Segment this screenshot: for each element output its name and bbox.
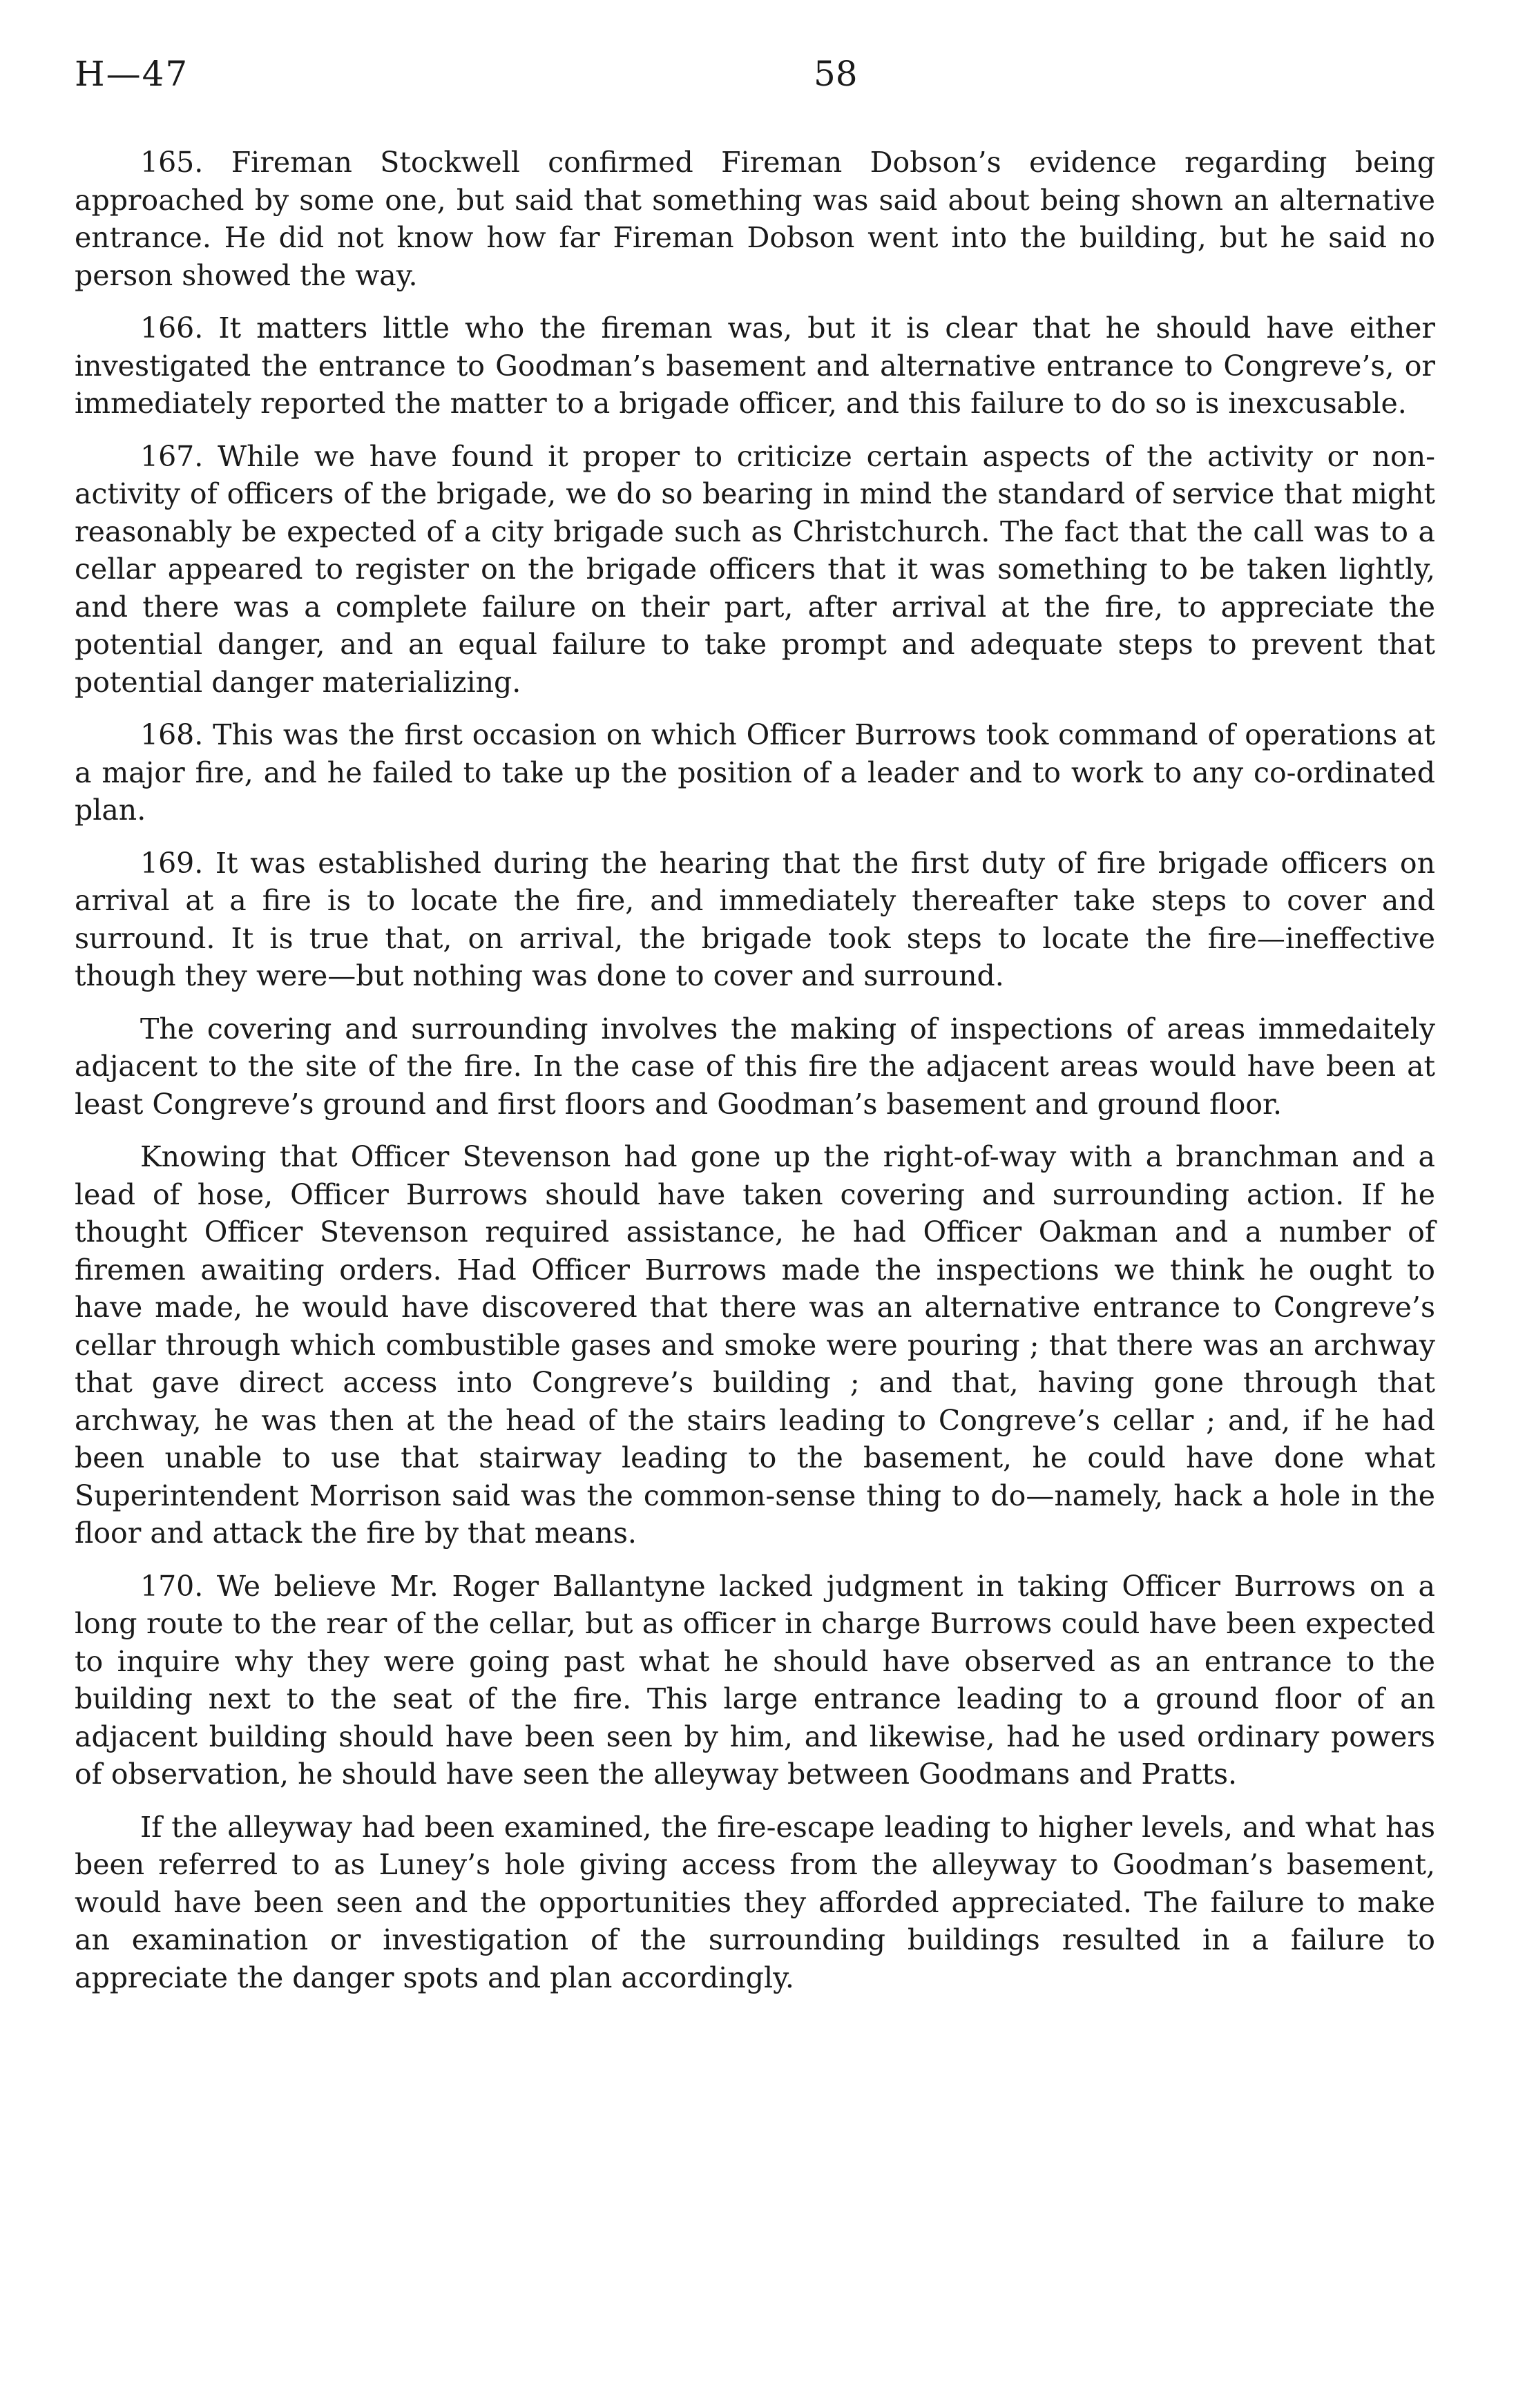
paragraph-166: 166. It matters little who the fireman was, but it is clear that he should have either investigated the entrance to Goodman’s basement and alternative entrance to Congreve’s, or immediately reported the matter to a brigade officer, and this failure to do so is inexcusable.	[75, 311, 1435, 420]
paragraph-168: 168. This was the first occasion on which Officer Burrows took command of operations at a major fire, and he failed to take up the position of a leader and to work to any co-ordinated plan.	[75, 718, 1435, 827]
paragraph-169-covering: The covering and surrounding involves the making of inspections of areas immedaitely adjacent to the site of the fire. In the case of this fire the adjacent areas would have been at least Congreve’s ground and first floors and Goodman’s basement and ground floor.	[75, 1012, 1435, 1121]
page-header	[75, 54, 1442, 102]
paragraph-169: 169. It was established during the hearing that the first duty of fire brigade officers on arrival at a fire is to locate the fire, and immediately thereafter take steps to cover and surround. It is true that, on arrival, the brigade took steps to locate the fire—ineffective though they were—but nothing was done to cover and surround.	[75, 846, 1435, 992]
page-number: 58	[814, 54, 858, 94]
paragraph-169-knowing: Knowing that Officer Stevenson had gone up the right-of-way with a branchman and a lead of hose, Officer Burrows should have taken covering and surrounding action. If he thought Officer Stevenson required assistance, he had Officer Oakman and a number of firemen awaiting orders. Had Officer Burrows made the inspections we think he ought to have made, he would have discovered that there was an alternative entrance to Congreve’s cellar through which combustible gases and smoke were pouring ; that there was an archway that gave direct access into Congreve’s building ; and that, having gone through that archway, he was then at the head of the stairs leading to Congreve’s cellar ; and, if he had been unable to use that stairway leading to the basement, he could have done what Superintendent Morrison said was the common-sense thing to do—namely, hack a hole in the floor and attack the fire by that means.	[75, 1140, 1435, 1550]
paragraph-170: 170. We believe Mr. Roger Ballantyne lacked judgment in taking Officer Burrows on a long route to the rear of the cellar, but as officer in charge Burrows could have been expected to inquire why they were going past what he should have observed as an entrance to the building next to the seat of the fire. This large entrance leading to a ground floor of an adjacent building should have been seen by him, and likewise, had he used ordinary powers of observation, he should have seen the alleyway between Goodmans and Pratts.	[75, 1569, 1435, 1791]
paragraph-167: 167. While we have found it proper to criticize certain aspects of the activity or non-activity of officers of the brigade, we do so bearing in mind the standard of service that might reasonably be expected of a city brigade such as Christchurch. The fact that the call was to a cellar appeared to register on the brigade officers that it was something to be taken lightly, and there was a complete failure on their part, after arrival at the fire, to appreciate the potential danger, and an equal failure to take prompt and adequate steps to prevent that potential danger materializing.	[75, 439, 1435, 699]
page-body	[75, 144, 1435, 2012]
paragraph-165: 165. Fireman Stockwell confirmed Fireman Dobson’s evidence regarding being approached by some one, but said that something was said about being shown an alternative entrance. He did not know how far Fireman Dobson went into the building, but he said no person showed the way.	[75, 146, 1435, 292]
paragraph-170-alleyway: If the alleyway had been examined, the fire-escape leading to higher levels, and what has been referred to as Luney’s hole giving access from the alleyway to Goodman’s basement, would have been seen and the opportunities they afforded appreciated. The failure to make an examination or investigation of the surrounding buildings resulted in a failure to appreciate the danger spots and plan accordingly.	[75, 1810, 1435, 1994]
document-reference: H—47	[75, 54, 189, 94]
